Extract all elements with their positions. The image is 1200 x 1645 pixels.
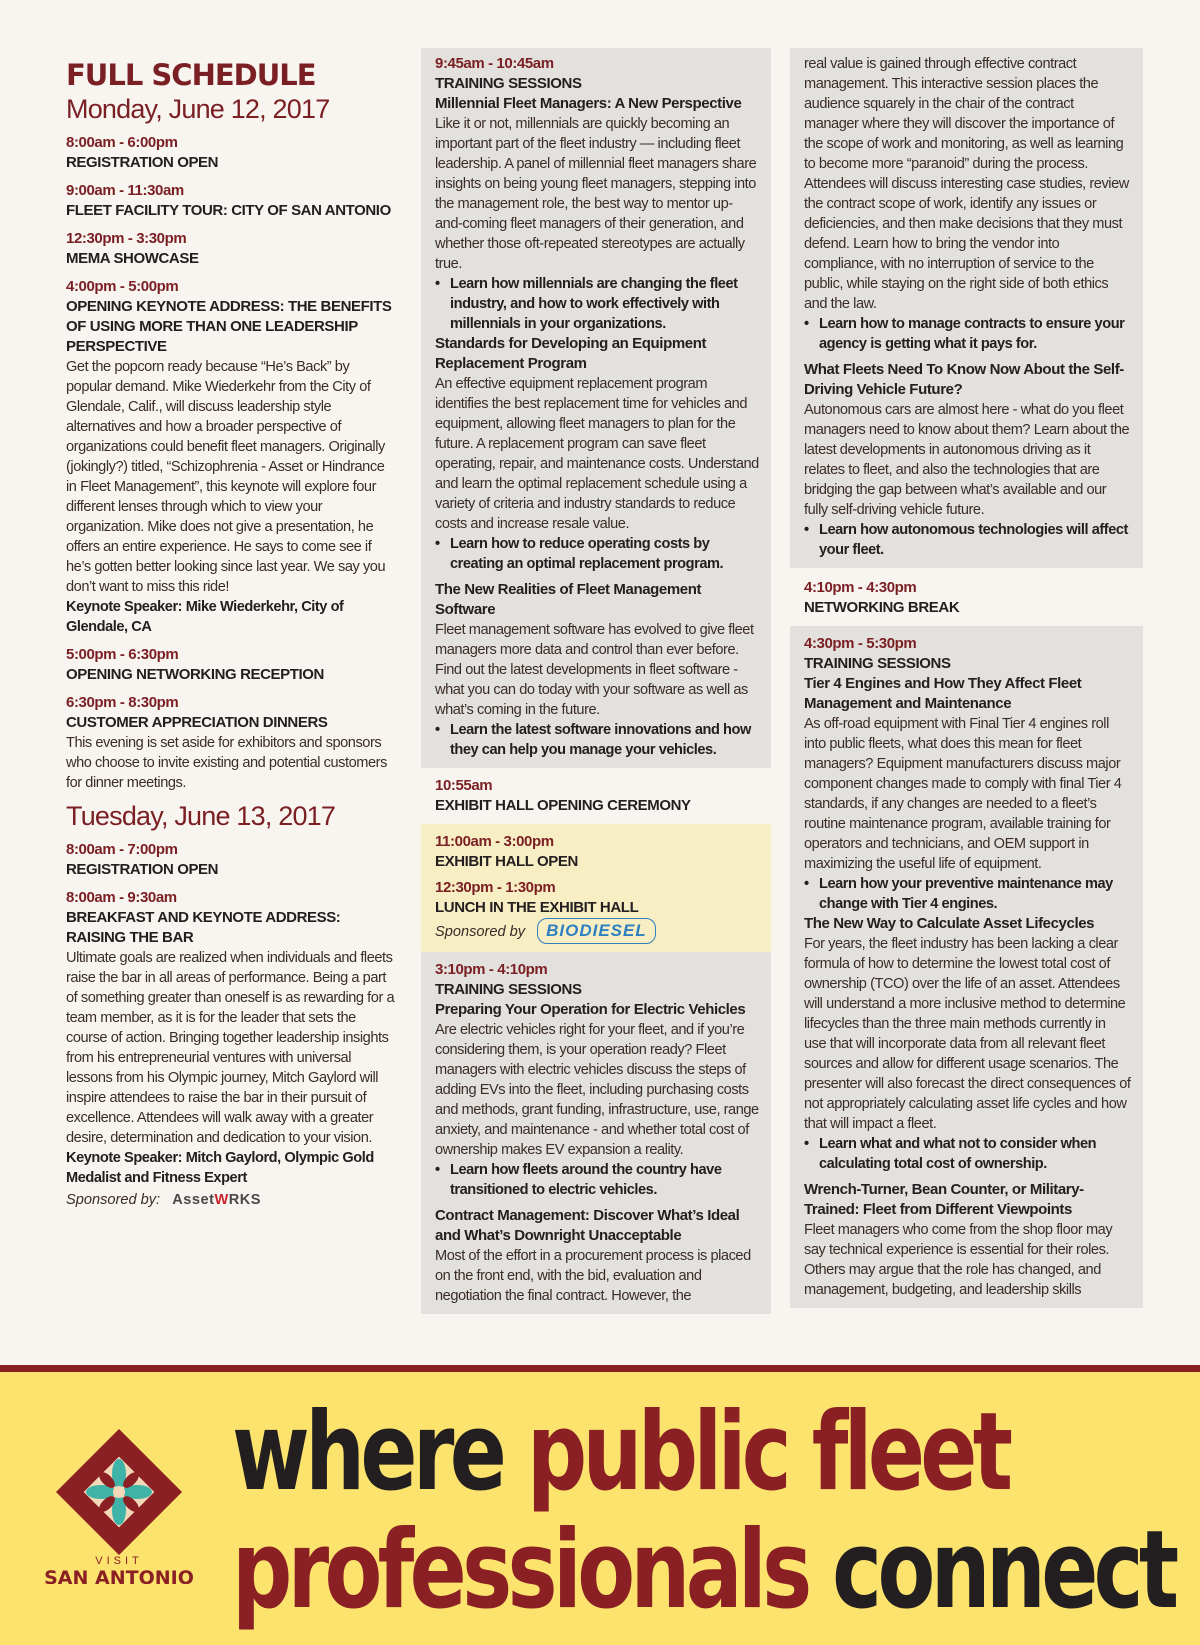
session-description: Are electric vehicles right for your fleet, and if you’re considering them, is your operation ready? Fleet managers with electric vehicles discuss the steps of adding EVs into the fleet, including purchasing costs and methods, grant funding, infrastructure, use, range anxiety, and maintenance - and whether total cost of ownership makes EV expansion a reality. xyxy=(435,1022,759,1158)
session-description: Autonomous cars are almost here - what do you fleet managers need to know about them? Learn about the latest developments in autonomous driving as it relates to fleet, and also the technologies that are bridging the gap between what’s available and our fully self-driving vehicle future. xyxy=(804,402,1130,518)
logo-city-text: SAN ANTONIO xyxy=(44,1567,194,1584)
session-bullet: • Learn the latest software innovations and how they can help you manage your vehicles. xyxy=(435,720,759,760)
session-bullet: • Learn how fleets around the country have transitioned to electric vehicles. xyxy=(435,1160,759,1200)
item-time: 9:45am - 10:45am xyxy=(435,55,554,72)
sponsored-by-label: Sponsored by: xyxy=(66,1192,161,1208)
session-description: Like it or not, millennials are quickly becoming an important part of the fleet industry — including fleet leadership. A panel of millennial fleet managers share insights on being young fleet managers, stepping into the management role, the best way to mentor up-and-coming fleet managers of their generation, and whether those oft-repeated stereotypes are actually true. xyxy=(435,116,757,272)
item-title: EXHIBIT HALL OPEN xyxy=(435,853,578,870)
item-title: NETWORKING BREAK xyxy=(804,599,960,616)
session-description: Most of the effort in a procurement process is placed on the front end, with the bid, evaluation and negotiation the final contract. However, the xyxy=(435,1248,751,1304)
item-description: This evening is set aside for exhibitors and sponsors who choose to invite existing and potential customers for dinner meetings. xyxy=(66,735,387,791)
column-monday xyxy=(66,48,398,1220)
schedule-item-keynote xyxy=(66,277,398,637)
schedule-item xyxy=(66,645,398,685)
day-heading-tuesday: Tuesday, June 13, 2017 xyxy=(66,801,336,831)
logo-visit-text: VISIT xyxy=(95,1555,143,1567)
column-tuesday-middle xyxy=(421,48,771,1314)
session-title: The New Realities of Fleet Management Software xyxy=(435,581,702,618)
schedule-item xyxy=(66,840,398,880)
sponsor-line xyxy=(66,1188,398,1212)
session-title: Tier 4 Engines and How They Affect Fleet Management and Maintenance xyxy=(804,675,1082,712)
item-title: FLEET FACILITY TOUR: CITY OF SAN ANTONIO xyxy=(66,202,391,219)
item-title: OPENING NETWORKING RECEPTION xyxy=(66,666,324,683)
assetworks-logo: AssetWRKS xyxy=(172,1192,262,1208)
item-time: 11:00am - 3:00pm xyxy=(435,833,554,850)
training-sessions-continued xyxy=(790,48,1143,568)
session-title: Standards for Developing an Equipment Replacement Program xyxy=(435,335,707,372)
session-description: Fleet managers who come from the shop floor may say technical experience is essential for their roles. Others may argue that the role has changed, and management, budgeting, and leadership skills xyxy=(804,1222,1113,1298)
session-description: For years, the fleet industry has been lacking a clear formula of how to determine the lowest total cost of ownership (TCO) over the life of an asset. Attendees will understand a more inclusive method to determine lifecycles than the three main methods currently in use that will incorporate data from all relevant fleet sources and allow for different usage scenarios. The presenter will also forecast the direct consequences of not appropriately calculating asset life cycles and how that will impact a fleet. xyxy=(804,936,1131,1132)
item-title: TRAINING SESSIONS xyxy=(804,655,951,672)
item-time: 4:00pm - 5:00pm xyxy=(66,278,179,295)
session-bullet: • Learn how to reduce operating costs by creating an optimal replacement program. xyxy=(435,534,759,574)
item-title: OPENING KEYNOTE ADDRESS: THE BENEFITS OF USING MORE THAN ONE LEADERSHIP PERSPECTIVE xyxy=(66,298,392,355)
sponsored-by-label: Sponsored by xyxy=(435,924,526,940)
item-time: 8:00am - 9:30am xyxy=(66,889,177,906)
session-description: As off-road equipment with Final Tier 4 engines roll into public fleets, what does this mean for fleet managers? Equipment manufacturers discuss major component changes made to comply with final Tier 4 standards, if any changes are needed to a fleet’s routine maintenance program, available training for operators and technicians, and OEM support in maximizing the useful life of equipment. xyxy=(804,716,1122,872)
training-sessions-block xyxy=(421,952,771,1314)
item-time: 12:30pm - 3:30pm xyxy=(66,230,187,247)
schedule-item xyxy=(66,133,398,173)
item-time: 8:00am - 7:00pm xyxy=(66,841,178,858)
session-bullet: • Learn how to manage contracts to ensure your agency is getting what it pays for. xyxy=(804,314,1131,354)
session-bullet: • Learn how autonomous technologies will affect your fleet. xyxy=(804,520,1131,560)
item-time: 4:10pm - 4:30pm xyxy=(804,579,917,596)
item-description: Get the popcorn ready because “He’s Back” by popular demand. Mike Wiederkehr from the City of Glendale, Calif., will discuss leadership style alternatives and how a broader perspective of organizations could benefit fleet managers. Originally (jokingly?) titled, “Schizophrenia - Asset or Hindrance in Fleet Management”, this keynote will explore four different lenses through which to view your organization. Mike does not give a presentation, he offers an entire experience. He says to come see if he’s gotten better looking since last year. We say you don’t want to miss this ride! xyxy=(66,359,386,595)
column-tuesday-right xyxy=(790,48,1143,1308)
schedule-item xyxy=(421,768,771,824)
session-description: real value is gained through effective contract management. This interactive session places the audience squarely in the chair of the contract manager where they will discover the importance of the scope of work and monitoring, as well as learning to become more “paranoid” during the process. Attendees will discuss interesting case studies, review the contract scope of work, identify any issues or deficiencies, and then make decisions that they must defend. Learn how to bring the vendor into compliance, with no interruption of service to the public, while staying on the right side of both ethics and the law. xyxy=(804,56,1129,312)
item-time: 8:00am - 6:00pm xyxy=(66,134,178,151)
schedule-item xyxy=(66,693,398,793)
tagline-banner xyxy=(0,1365,1200,1645)
session-title: Preparing Your Operation for Electric Vehicles xyxy=(435,1001,746,1018)
tagline-line-1: where public fleet xyxy=(232,1390,1009,1515)
session-title: Wrench-Turner, Bean Counter, or Military-Trained: Fleet from Different Viewpoints xyxy=(804,1181,1084,1218)
item-title: EXHIBIT HALL OPENING CEREMONY xyxy=(435,797,691,814)
session-description: Fleet management software has evolved to give fleet managers more data and control than ever before. Find out the latest developments in fleet software - what you can do today with your software as well as what’s coming in the future. xyxy=(435,622,754,718)
item-time: 10:55am xyxy=(435,777,493,794)
training-sessions-block xyxy=(790,626,1143,1308)
item-time: 12:30pm - 1:30pm xyxy=(435,879,556,896)
item-time: 9:00am - 11:30am xyxy=(66,182,184,199)
keynote-speaker: Keynote Speaker: Mitch Gaylord, Olympic Gold Medalist and Fitness Expert xyxy=(66,1150,374,1186)
session-title: What Fleets Need To Know Now About the Self-Driving Vehicle Future? xyxy=(804,361,1124,398)
item-title: CUSTOMER APPRECIATION DINNERS xyxy=(66,714,328,731)
session-bullet: • Learn how millennials are changing the fleet industry, and how to work effectively with millennials in your organizations. xyxy=(435,274,759,334)
schedule-item-keynote xyxy=(66,888,398,1212)
item-time: 3:10pm - 4:10pm xyxy=(435,961,548,978)
day-heading-monday: Monday, June 12, 2017 xyxy=(66,94,330,124)
sponsor-line xyxy=(435,918,759,944)
schedule-item xyxy=(66,181,398,221)
page-title: FULL SCHEDULE xyxy=(66,58,316,92)
session-bullet: • Learn what and what not to consider when calculating total cost of ownership. xyxy=(804,1134,1131,1174)
session-title: Millennial Fleet Managers: A New Perspective xyxy=(435,95,742,112)
session-bullet: • Learn how your preventive maintenance may change with Tier 4 engines. xyxy=(804,874,1131,914)
item-title: BREAKFAST AND KEYNOTE ADDRESS: RAISING THE BAR xyxy=(66,909,341,946)
item-title: LUNCH IN THE EXHIBIT HALL xyxy=(435,899,639,916)
tagline xyxy=(232,1390,1175,1633)
visit-san-antonio-logo xyxy=(34,1424,204,1584)
session-title: The New Way to Calculate Asset Lifecycles xyxy=(804,915,1095,932)
session-description: An effective equipment replacement program identifies the best replacement time for vehicles and equipment, allowing fleet managers to plan for the future. A replacement program can save fleet operating, repair, and maintenance costs. Understand and learn the optimal replacement schedule using a variety of criteria and industry standards to reduce costs and increase resale value. xyxy=(435,376,759,532)
schedule-item xyxy=(790,568,1143,626)
item-time: 4:30pm - 5:30pm xyxy=(804,635,917,652)
item-title: TRAINING SESSIONS xyxy=(435,75,582,92)
item-time: 5:00pm - 6:30pm xyxy=(66,646,179,663)
item-title: MEMA SHOWCASE xyxy=(66,250,199,267)
item-title: TRAINING SESSIONS xyxy=(435,981,582,998)
tagline-line-2: professionals connect xyxy=(232,1508,1175,1633)
item-description: Ultimate goals are realized when individuals and fleets raise the bar in all areas of performance. Being a part of something greater than oneself is as rewarding for a team member, as it is for the leader that sets the course of action. Bringing together leadership insights from his entrepreneurial ventures with universal lessons from his Olympic journey, Mitch Gaylord will inspire attendees to raise the bar in their pursuit of excellence. Attendees will walk away with a greater desire, determination and dedication to your vision. xyxy=(66,950,395,1146)
training-sessions-block xyxy=(421,48,771,768)
biodiesel-logo: BIODIESEL xyxy=(537,918,656,944)
schedule-item xyxy=(66,229,398,269)
item-title: REGISTRATION OPEN xyxy=(66,861,219,878)
session-title: Contract Management: Discover What’s Ideal and What’s Downright Unacceptable xyxy=(435,1207,740,1244)
item-time: 6:30pm - 8:30pm xyxy=(66,694,179,711)
keynote-speaker: Keynote Speaker: Mike Wiederkehr, City of Glendale, CA xyxy=(66,599,344,635)
item-title: REGISTRATION OPEN xyxy=(66,154,219,171)
exhibit-hall-block xyxy=(421,824,771,952)
